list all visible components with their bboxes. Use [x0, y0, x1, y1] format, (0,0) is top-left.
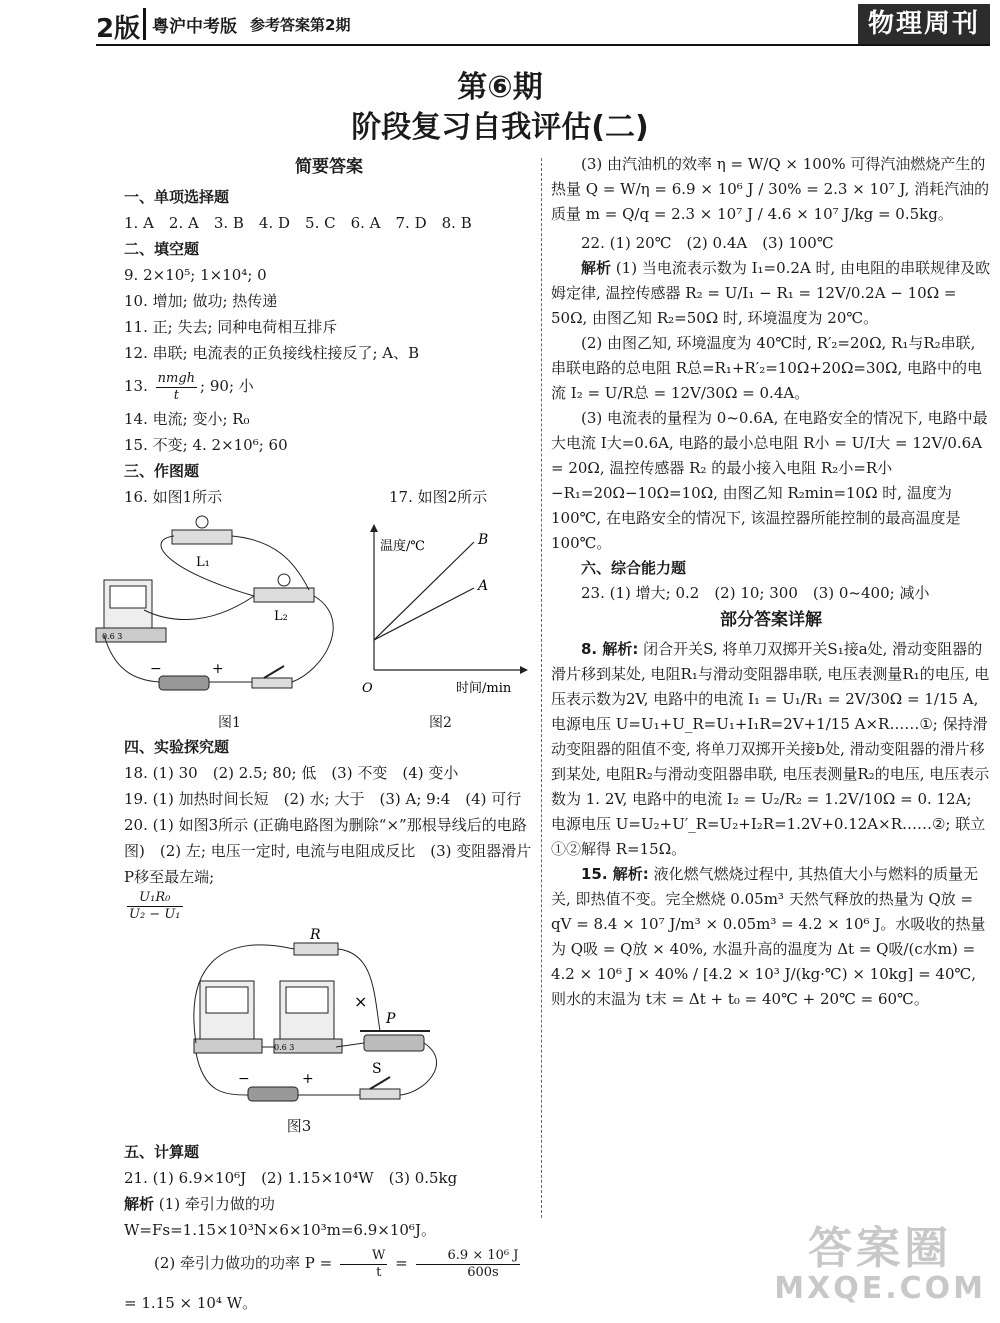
section-title: 二、填空题: [124, 240, 200, 258]
analysis-label: 解析: [124, 1195, 155, 1213]
analysis-paragraph: [551, 256, 991, 331]
answer-line: [124, 484, 534, 510]
series-line-b: [374, 542, 474, 640]
brand-logo: 物理周刊: [858, 4, 990, 44]
figure-captions: [124, 710, 534, 734]
resistor-label: R: [310, 927, 321, 943]
cross-mark: ×: [354, 992, 368, 1011]
analysis-paragraph: (3) 电流表的量程为 0~0.6A, 在电路安全的情况下, 电路中最大电流 I大=0.6A, 电路的最小总电阻 R小 = U/I大 = 12V/0.6A = 20Ω, 温控传感器 R₂ 的最小接入电阻 R₂小=R小−R₁=20Ω−10Ω=10Ω, 由图乙知 R₂min=10Ω 时, 温度为 100℃, 在电路安全的情况下, 该温控器所能控制的最高温度是 100℃。: [551, 409, 988, 552]
watermark: [774, 1225, 986, 1305]
battery: [248, 1087, 298, 1101]
detail-paragraph: [551, 637, 991, 862]
numerator: nmgh: [157, 370, 196, 386]
fraction: [416, 1248, 521, 1281]
figure-caption: 图1: [218, 715, 241, 731]
bulb-board: [172, 530, 232, 544]
fraction: [156, 371, 197, 404]
switch: [360, 1089, 400, 1099]
bulb-icon: [278, 574, 290, 586]
battery-plus: +: [302, 1071, 314, 1087]
bulb-icon: [196, 516, 208, 528]
slider-label: P: [386, 1011, 396, 1027]
detail-label: 15. 解析:: [581, 865, 649, 883]
answer-line: [124, 1191, 534, 1243]
page-title: 阶段复习自我评估(二): [351, 110, 649, 145]
denominator: t: [376, 1264, 382, 1280]
answer-line: [124, 890, 534, 923]
switch: [252, 678, 292, 688]
analysis-text: (2) 牵引力做功的功率 P =: [154, 1254, 333, 1272]
answer-line: 22. (1) 20℃ (2) 0.4A (3) 100℃: [581, 234, 834, 252]
line-label-a: A: [478, 578, 489, 594]
answer-line: 15. 不变; 4. 2×10⁶; 60: [124, 436, 288, 454]
line-label-b: B: [478, 532, 489, 548]
page-header: [0, 0, 1000, 48]
figure-2-graph: [354, 520, 524, 700]
answer-line: 20. (1) 如图3所示 (正确电路图为删除“×”那根导线后的电路图) (2) 左; 电压一定时, 电流与电阻成反比 (3) 变阻器滑片P移至最左端;: [124, 816, 532, 886]
fraction: [340, 1248, 387, 1281]
analysis-paragraph: (2) 由图乙知, 环境温度为 40℃时, R′₂=20Ω, R₁与R₂串联, 串联电路的总电阻 R总=R₁+R′₂=10Ω+20Ω=30Ω, 电路中的电流 I₂ = U/R总 = 12V/30Ω = 0.4A。: [551, 334, 983, 402]
denominator: 600s: [467, 1264, 499, 1280]
rheostat: [364, 1035, 424, 1051]
watermark-top: 答案圈: [808, 1223, 953, 1274]
analysis-text: = 1.15 × 10⁴ W。: [124, 1294, 258, 1312]
page-version: 2版: [96, 14, 141, 44]
analysis-text: (1) 当电流表示数为 I₁=0.2A 时, 由电阻的串联规律及欧姆定律, 温控传感器 R₂ = U/I₁ − R₁ = 12V/0.2A − 10Ω = 50Ω, 由图乙知 R₂=50Ω 时, 环境温度为 20℃。: [551, 259, 991, 327]
answer-text: 16. 如图1所示: [124, 488, 223, 506]
bulb-label-l2: L₂: [274, 609, 288, 624]
numerator: U₁R₀: [127, 890, 183, 907]
section-title: 一、单项选择题: [124, 188, 230, 206]
answer-line: 1. A 2. A 3. B 4. D 5. C 6. A 7. D 8. B: [124, 214, 472, 232]
analysis-text: (1) 牵引力做的功 W=Fs=1.15×10³N×6×10³m=6.9×10⁶J。: [124, 1195, 436, 1239]
switch-label: S: [372, 1061, 382, 1077]
answer-line: 18. (1) 30 (2) 2.5; 80; 低 (3) 不变 (4) 变小: [124, 764, 459, 782]
issue-label: 参考答案第2期: [250, 16, 351, 34]
answer-line: [124, 366, 534, 406]
resistor-r: [294, 943, 338, 955]
switch-lever: [370, 1077, 390, 1089]
bulb-label-l1: L₁: [196, 555, 210, 570]
edition-label: 粤沪中考版: [152, 17, 237, 37]
wire: [144, 596, 254, 620]
answer-line: 19. (1) 加热时间长短 (2) 水; 大于 (3) A; 9:4 (4) 可行: [124, 790, 522, 808]
right-column: [551, 152, 991, 1012]
numerator: 6.9 × 10⁶ J: [416, 1248, 521, 1265]
wire: [338, 949, 380, 1031]
analysis-line: [124, 1243, 534, 1323]
section-title: 四、实验探究题: [124, 738, 230, 756]
denominator: U₂ − U₁: [129, 907, 181, 922]
left-column: [102, 152, 534, 1323]
x-axis-label: 时间/min: [456, 681, 512, 696]
section-title: 五、计算题: [124, 1143, 200, 1161]
numerator: W: [340, 1248, 387, 1265]
answer-line: 11. 正; 失去; 同种电荷相互排斥: [124, 318, 338, 336]
section-heading: 简要答案: [295, 157, 363, 177]
ammeter-scale: 0.6 3: [274, 1043, 295, 1052]
wire: [232, 536, 309, 590]
analysis-paragraph: (3) 由汽油机的效率 η = W/Q × 100% 可得汽油燃烧产生的热量 Q = W/η = 6.9 × 10⁶ J / 30% = 2.3 × 10⁷ J, 消耗汽油的质量 m = Q/q = 2.3 × 10⁷ J / 4.6 × 10⁷ J/kg = 0.5kg。: [551, 155, 990, 223]
answer-line: 9. 2×10⁵; 1×10⁴; 0: [124, 266, 267, 284]
origin-label: O: [362, 681, 373, 696]
battery-minus: −: [150, 661, 162, 677]
answer-line: 23. (1) 增大; 0.2 (2) 10; 300 (3) 0~400; 减小: [581, 584, 930, 602]
ammeter-dial: [110, 586, 146, 608]
figure-3: [124, 923, 534, 1113]
section-heading: 部分答案详解: [720, 610, 822, 630]
header-divider: [143, 8, 146, 40]
y-axis-label: 温度/℃: [380, 539, 425, 554]
detail-text: 闭合开关S, 将单刀双掷开关S₁接a处, 滑动变阻器的滑片移到某处, 电阻R₁与滑动变阻器串联, 电压表测量R₁的电压, 电压表示数为2V, 电路中的电流 I₁ = U₁/R₁ = 2V/30Ω = 1/15 A, 电源电压 U=U₁+U_R=U₁+I₁R=2V+1/15 A×R……①; 保持滑动变阻器的阻值不变, 将单刀双掷开关接b处, 滑动变阻器的滑片移到某处, 电阻R₂与滑动变阻器串联, 电压表测量R₂的电压, 电压表示数为 1. 2V, 电路中的电流 I₂ = U₂/R₂ = 1.2V/10Ω = 0. 12A; 电源电压 U=U₂+U′_R=U₂+I₂R=1.2V+0.12A×R……②; 联立①②解得 R=15Ω。: [551, 640, 990, 858]
figures-1-2: [102, 510, 534, 710]
figure-caption: 图3: [286, 1117, 312, 1135]
answer-number: 13.: [124, 377, 148, 395]
denominator: t: [173, 387, 179, 403]
answer-line: 21. (1) 6.9×10⁶J (2) 1.15×10⁴W (3) 0.5kg: [124, 1169, 458, 1187]
detail-paragraph: [551, 862, 991, 1012]
fraction: [127, 890, 183, 923]
series-line-a: [374, 588, 474, 640]
battery: [159, 676, 209, 690]
answer-line: 12. 串联; 电流表的正负接线柱接反了; A、B: [124, 344, 420, 362]
issue-title: 第⑥期: [457, 70, 543, 105]
equals: =: [395, 1254, 408, 1272]
voltmeter-dial: [206, 987, 248, 1013]
section-title: 六、综合能力题: [581, 559, 687, 577]
answer-line: 10. 增加; 做功; 热传递: [124, 292, 278, 310]
figure-caption: 图2: [429, 715, 452, 731]
y-axis-arrow: [370, 524, 378, 532]
header-rule: [96, 44, 990, 46]
ammeter-scale: 0.6 3: [102, 632, 123, 641]
analysis-label: 解析: [581, 259, 612, 277]
switch-lever: [264, 666, 284, 678]
answer-text: 17. 如图2所示: [389, 488, 488, 506]
bulb-board: [254, 588, 314, 602]
answer-line: 14. 电流; 变小; R₀: [124, 410, 250, 428]
watermark-bottom: MXQE.COM: [774, 1271, 986, 1306]
answer-text: ; 90; 小: [200, 377, 254, 395]
battery-plus: +: [212, 661, 224, 677]
section-title: 三、作图题: [124, 462, 200, 480]
detail-label: 8. 解析:: [581, 640, 639, 658]
wire: [292, 596, 333, 682]
detail-text: 液化燃气燃烧过程中, 其热值大小与燃料的质量无关, 即热值不变。完全燃烧 0.05m³ 天然气释放的热量为 Q放 = qV = 8.4 × 10⁷ J/m³ × 0.05m³ = 4.2 × 10⁶ J。水吸收的热量为 Q吸 = Q放 × 40%, 水温升高的温度为 Δt = Q吸/(c水m) = 4.2 × 10⁶ J × 40% / [4.2 × 10³ J/(kg·℃) × 10kg] = 40℃, 则水的末温为 t末 = Δt + t₀ = 40℃ + 20℃ = 60℃。: [551, 865, 986, 1008]
ammeter-dial: [286, 987, 328, 1013]
figure-3-circuit: [124, 923, 534, 1113]
column-divider: [541, 158, 542, 1218]
voltmeter-base: [194, 1039, 262, 1053]
battery-minus: −: [238, 1071, 250, 1087]
